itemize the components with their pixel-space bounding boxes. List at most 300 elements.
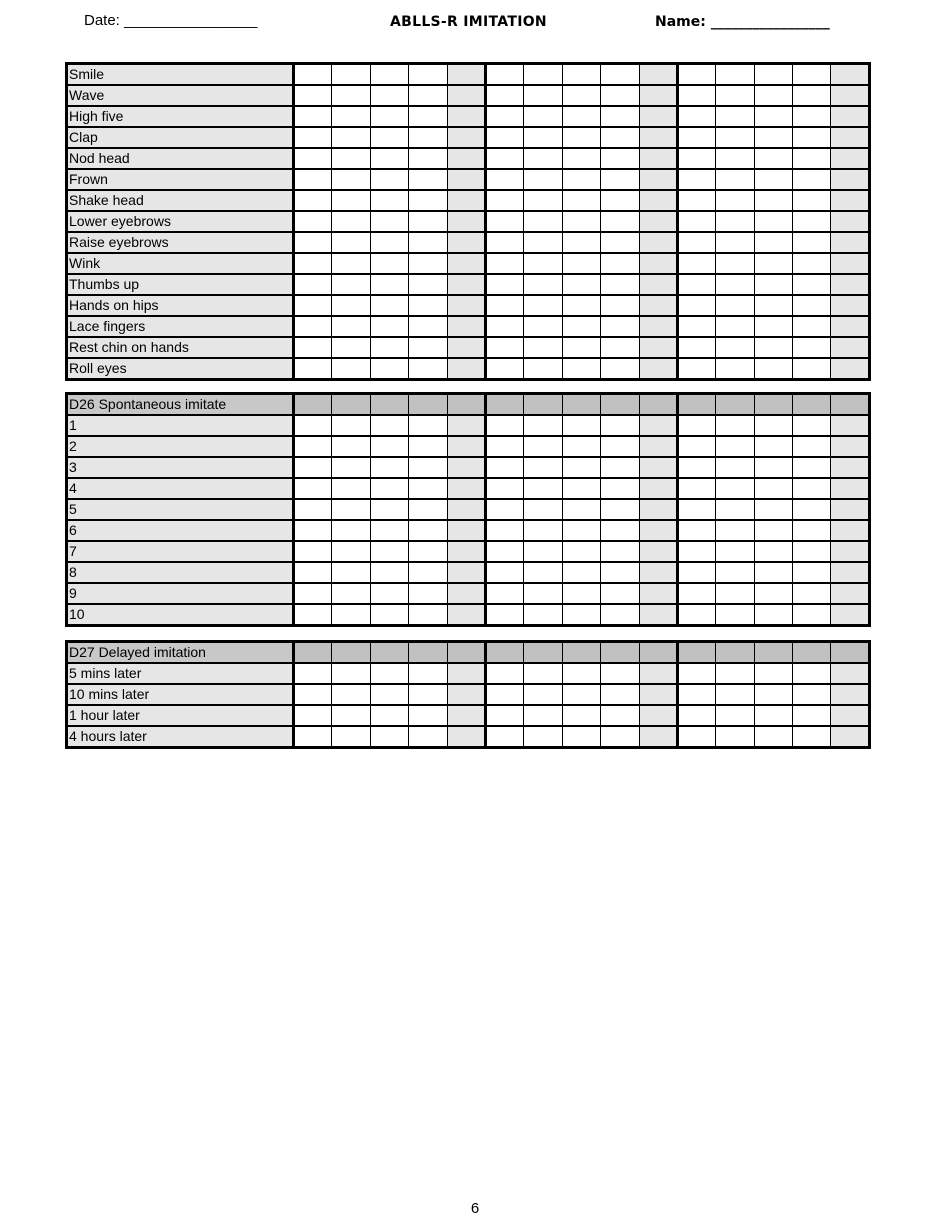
score-cell[interactable] (562, 520, 600, 541)
score-cell[interactable] (409, 583, 447, 604)
score-cell[interactable] (831, 295, 870, 316)
score-cell[interactable] (485, 684, 523, 705)
score-cell[interactable] (485, 169, 523, 190)
score-cell[interactable] (524, 436, 562, 457)
score-cell[interactable] (793, 148, 831, 169)
score-cell[interactable] (793, 499, 831, 520)
score-cell[interactable] (716, 684, 754, 705)
score-cell[interactable] (524, 684, 562, 705)
score-cell[interactable] (639, 541, 677, 562)
score-cell[interactable] (754, 705, 792, 726)
score-cell[interactable] (639, 726, 677, 748)
score-cell[interactable] (485, 253, 523, 274)
score-cell[interactable] (485, 499, 523, 520)
score-cell[interactable] (332, 684, 370, 705)
score-cell[interactable] (409, 253, 447, 274)
score-cell[interactable] (793, 295, 831, 316)
score-cell[interactable] (601, 316, 639, 337)
score-cell[interactable] (370, 127, 408, 148)
score-cell[interactable] (601, 169, 639, 190)
score-cell[interactable] (370, 169, 408, 190)
score-cell[interactable] (294, 562, 332, 583)
score-cell[interactable] (332, 190, 370, 211)
score-cell[interactable] (332, 604, 370, 626)
score-cell[interactable] (524, 253, 562, 274)
score-cell[interactable] (447, 663, 485, 684)
score-cell[interactable] (754, 337, 792, 358)
score-cell[interactable] (332, 726, 370, 748)
score-cell[interactable] (524, 190, 562, 211)
score-cell[interactable] (409, 436, 447, 457)
score-cell[interactable] (754, 64, 792, 86)
score-cell[interactable] (677, 169, 715, 190)
score-cell[interactable] (639, 478, 677, 499)
score-cell[interactable] (677, 562, 715, 583)
score-cell[interactable] (716, 705, 754, 726)
score-cell[interactable] (370, 106, 408, 127)
score-cell[interactable] (639, 169, 677, 190)
score-cell[interactable] (447, 316, 485, 337)
score-cell[interactable] (294, 705, 332, 726)
score-cell[interactable] (485, 358, 523, 380)
score-cell[interactable] (716, 295, 754, 316)
score-cell[interactable] (294, 295, 332, 316)
score-cell[interactable] (294, 663, 332, 684)
score-cell[interactable] (677, 705, 715, 726)
score-cell[interactable] (793, 478, 831, 499)
score-cell[interactable] (332, 106, 370, 127)
score-cell[interactable] (716, 436, 754, 457)
score-cell[interactable] (524, 358, 562, 380)
score-cell[interactable] (447, 436, 485, 457)
score-cell[interactable] (754, 232, 792, 253)
score-cell[interactable] (716, 253, 754, 274)
score-cell[interactable] (716, 85, 754, 106)
score-cell[interactable] (332, 541, 370, 562)
score-cell[interactable] (754, 436, 792, 457)
score-cell[interactable] (294, 520, 332, 541)
score-cell[interactable] (754, 726, 792, 748)
score-cell[interactable] (716, 274, 754, 295)
score-cell[interactable] (793, 457, 831, 478)
score-cell[interactable] (831, 705, 870, 726)
score-cell[interactable] (601, 106, 639, 127)
score-cell[interactable] (332, 705, 370, 726)
score-cell[interactable] (677, 253, 715, 274)
score-cell[interactable] (409, 541, 447, 562)
score-cell[interactable] (793, 106, 831, 127)
score-cell[interactable] (447, 85, 485, 106)
score-cell[interactable] (485, 295, 523, 316)
score-cell[interactable] (601, 232, 639, 253)
score-cell[interactable] (793, 684, 831, 705)
score-cell[interactable] (370, 726, 408, 748)
score-cell[interactable] (370, 499, 408, 520)
score-cell[interactable] (294, 106, 332, 127)
score-cell[interactable] (370, 415, 408, 436)
score-cell[interactable] (294, 85, 332, 106)
score-cell[interactable] (332, 457, 370, 478)
score-cell[interactable] (524, 106, 562, 127)
score-cell[interactable] (409, 316, 447, 337)
score-cell[interactable] (754, 499, 792, 520)
score-cell[interactable] (562, 295, 600, 316)
score-cell[interactable] (601, 415, 639, 436)
score-cell[interactable] (332, 232, 370, 253)
score-cell[interactable] (409, 478, 447, 499)
score-cell[interactable] (601, 457, 639, 478)
score-cell[interactable] (793, 358, 831, 380)
score-cell[interactable] (677, 541, 715, 562)
score-cell[interactable] (370, 148, 408, 169)
score-cell[interactable] (754, 169, 792, 190)
score-cell[interactable] (601, 253, 639, 274)
score-cell[interactable] (294, 684, 332, 705)
score-cell[interactable] (562, 169, 600, 190)
score-cell[interactable] (447, 64, 485, 86)
score-cell[interactable] (409, 358, 447, 380)
score-cell[interactable] (294, 337, 332, 358)
score-cell[interactable] (716, 127, 754, 148)
score-cell[interactable] (754, 541, 792, 562)
score-cell[interactable] (639, 684, 677, 705)
score-cell[interactable] (562, 190, 600, 211)
score-cell[interactable] (831, 499, 870, 520)
score-cell[interactable] (294, 415, 332, 436)
score-cell[interactable] (370, 684, 408, 705)
score-cell[interactable] (370, 663, 408, 684)
score-cell[interactable] (601, 520, 639, 541)
score-cell[interactable] (524, 663, 562, 684)
score-cell[interactable] (639, 337, 677, 358)
score-cell[interactable] (332, 663, 370, 684)
score-cell[interactable] (524, 520, 562, 541)
score-cell[interactable] (409, 684, 447, 705)
score-cell[interactable] (716, 169, 754, 190)
score-cell[interactable] (370, 583, 408, 604)
score-cell[interactable] (485, 562, 523, 583)
score-cell[interactable] (831, 274, 870, 295)
score-cell[interactable] (524, 64, 562, 86)
score-cell[interactable] (831, 478, 870, 499)
score-cell[interactable] (409, 520, 447, 541)
score-cell[interactable] (639, 316, 677, 337)
score-cell[interactable] (370, 232, 408, 253)
score-cell[interactable] (294, 211, 332, 232)
score-cell[interactable] (639, 520, 677, 541)
score-cell[interactable] (601, 499, 639, 520)
score-cell[interactable] (639, 499, 677, 520)
score-cell[interactable] (639, 127, 677, 148)
score-cell[interactable] (831, 562, 870, 583)
score-cell[interactable] (332, 295, 370, 316)
score-cell[interactable] (831, 684, 870, 705)
score-cell[interactable] (716, 520, 754, 541)
score-cell[interactable] (677, 337, 715, 358)
score-cell[interactable] (639, 148, 677, 169)
score-cell[interactable] (524, 583, 562, 604)
score-cell[interactable] (409, 85, 447, 106)
score-cell[interactable] (793, 232, 831, 253)
score-cell[interactable] (447, 684, 485, 705)
score-cell[interactable] (601, 705, 639, 726)
score-cell[interactable] (716, 663, 754, 684)
score-cell[interactable] (677, 106, 715, 127)
score-cell[interactable] (370, 274, 408, 295)
score-cell[interactable] (562, 663, 600, 684)
score-cell[interactable] (562, 274, 600, 295)
score-cell[interactable] (447, 106, 485, 127)
score-cell[interactable] (677, 232, 715, 253)
score-cell[interactable] (332, 85, 370, 106)
score-cell[interactable] (409, 106, 447, 127)
score-cell[interactable] (831, 415, 870, 436)
score-cell[interactable] (601, 337, 639, 358)
score-cell[interactable] (562, 148, 600, 169)
score-cell[interactable] (562, 106, 600, 127)
score-cell[interactable] (409, 274, 447, 295)
score-cell[interactable] (601, 604, 639, 626)
score-cell[interactable] (601, 663, 639, 684)
score-cell[interactable] (485, 541, 523, 562)
score-cell[interactable] (524, 232, 562, 253)
score-cell[interactable] (485, 127, 523, 148)
score-cell[interactable] (332, 583, 370, 604)
score-cell[interactable] (831, 541, 870, 562)
score-cell[interactable] (524, 478, 562, 499)
score-cell[interactable] (447, 562, 485, 583)
score-cell[interactable] (677, 604, 715, 626)
score-cell[interactable] (677, 457, 715, 478)
score-cell[interactable] (601, 295, 639, 316)
score-cell[interactable] (754, 457, 792, 478)
score-cell[interactable] (562, 604, 600, 626)
score-cell[interactable] (562, 541, 600, 562)
score-cell[interactable] (294, 148, 332, 169)
score-cell[interactable] (524, 415, 562, 436)
score-cell[interactable] (409, 415, 447, 436)
score-cell[interactable] (639, 211, 677, 232)
score-cell[interactable] (793, 663, 831, 684)
score-cell[interactable] (409, 148, 447, 169)
score-cell[interactable] (409, 190, 447, 211)
score-cell[interactable] (831, 358, 870, 380)
score-cell[interactable] (716, 457, 754, 478)
score-cell[interactable] (562, 726, 600, 748)
score-cell[interactable] (677, 726, 715, 748)
score-cell[interactable] (447, 457, 485, 478)
score-cell[interactable] (524, 295, 562, 316)
score-cell[interactable] (639, 415, 677, 436)
score-cell[interactable] (793, 583, 831, 604)
score-cell[interactable] (562, 436, 600, 457)
score-cell[interactable] (370, 85, 408, 106)
score-cell[interactable] (831, 316, 870, 337)
score-cell[interactable] (754, 106, 792, 127)
score-cell[interactable] (370, 478, 408, 499)
score-cell[interactable] (601, 541, 639, 562)
score-cell[interactable] (485, 337, 523, 358)
score-cell[interactable] (332, 436, 370, 457)
score-cell[interactable] (485, 106, 523, 127)
score-cell[interactable] (793, 64, 831, 86)
score-cell[interactable] (409, 232, 447, 253)
score-cell[interactable] (754, 253, 792, 274)
score-cell[interactable] (332, 358, 370, 380)
score-cell[interactable] (562, 64, 600, 86)
score-cell[interactable] (332, 64, 370, 86)
score-cell[interactable] (601, 583, 639, 604)
score-cell[interactable] (754, 415, 792, 436)
score-cell[interactable] (447, 148, 485, 169)
score-cell[interactable] (639, 232, 677, 253)
score-cell[interactable] (639, 583, 677, 604)
score-cell[interactable] (294, 127, 332, 148)
score-cell[interactable] (716, 337, 754, 358)
score-cell[interactable] (485, 232, 523, 253)
score-cell[interactable] (562, 478, 600, 499)
score-cell[interactable] (370, 295, 408, 316)
score-cell[interactable] (447, 583, 485, 604)
score-cell[interactable] (447, 604, 485, 626)
score-cell[interactable] (562, 705, 600, 726)
score-cell[interactable] (754, 684, 792, 705)
score-cell[interactable] (485, 726, 523, 748)
score-cell[interactable] (524, 604, 562, 626)
score-cell[interactable] (754, 274, 792, 295)
score-cell[interactable] (524, 337, 562, 358)
score-cell[interactable] (332, 148, 370, 169)
score-cell[interactable] (447, 705, 485, 726)
score-cell[interactable] (831, 127, 870, 148)
score-cell[interactable] (562, 127, 600, 148)
score-cell[interactable] (831, 604, 870, 626)
score-cell[interactable] (447, 337, 485, 358)
score-cell[interactable] (716, 316, 754, 337)
score-cell[interactable] (485, 64, 523, 86)
score-cell[interactable] (639, 457, 677, 478)
score-cell[interactable] (409, 64, 447, 86)
score-cell[interactable] (639, 436, 677, 457)
score-cell[interactable] (447, 358, 485, 380)
score-cell[interactable] (447, 274, 485, 295)
score-cell[interactable] (447, 253, 485, 274)
score-cell[interactable] (370, 358, 408, 380)
score-cell[interactable] (831, 148, 870, 169)
score-cell[interactable] (332, 253, 370, 274)
score-cell[interactable] (485, 316, 523, 337)
score-cell[interactable] (793, 316, 831, 337)
score-cell[interactable] (524, 211, 562, 232)
score-cell[interactable] (562, 562, 600, 583)
score-cell[interactable] (485, 705, 523, 726)
score-cell[interactable] (370, 562, 408, 583)
score-cell[interactable] (716, 358, 754, 380)
score-cell[interactable] (294, 604, 332, 626)
score-cell[interactable] (639, 274, 677, 295)
score-cell[interactable] (677, 295, 715, 316)
score-cell[interactable] (677, 316, 715, 337)
score-cell[interactable] (294, 541, 332, 562)
score-cell[interactable] (524, 316, 562, 337)
score-cell[interactable] (831, 436, 870, 457)
score-cell[interactable] (754, 604, 792, 626)
score-cell[interactable] (524, 499, 562, 520)
score-cell[interactable] (831, 726, 870, 748)
score-cell[interactable] (716, 478, 754, 499)
score-cell[interactable] (639, 358, 677, 380)
score-cell[interactable] (716, 541, 754, 562)
score-cell[interactable] (447, 415, 485, 436)
score-cell[interactable] (754, 583, 792, 604)
score-cell[interactable] (677, 520, 715, 541)
score-cell[interactable] (447, 211, 485, 232)
score-cell[interactable] (409, 295, 447, 316)
score-cell[interactable] (294, 478, 332, 499)
score-cell[interactable] (524, 457, 562, 478)
score-cell[interactable] (485, 148, 523, 169)
score-cell[interactable] (677, 127, 715, 148)
score-cell[interactable] (601, 684, 639, 705)
score-cell[interactable] (332, 520, 370, 541)
score-cell[interactable] (370, 705, 408, 726)
score-cell[interactable] (639, 663, 677, 684)
score-cell[interactable] (294, 726, 332, 748)
score-cell[interactable] (370, 253, 408, 274)
score-cell[interactable] (793, 274, 831, 295)
score-cell[interactable] (793, 169, 831, 190)
score-cell[interactable] (716, 211, 754, 232)
score-cell[interactable] (370, 541, 408, 562)
score-cell[interactable] (601, 436, 639, 457)
score-cell[interactable] (601, 190, 639, 211)
score-cell[interactable] (294, 274, 332, 295)
score-cell[interactable] (332, 316, 370, 337)
score-cell[interactable] (793, 726, 831, 748)
score-cell[interactable] (409, 663, 447, 684)
score-cell[interactable] (332, 127, 370, 148)
score-cell[interactable] (677, 358, 715, 380)
score-cell[interactable] (601, 358, 639, 380)
score-cell[interactable] (831, 169, 870, 190)
score-cell[interactable] (754, 148, 792, 169)
score-cell[interactable] (639, 106, 677, 127)
score-cell[interactable] (677, 499, 715, 520)
score-cell[interactable] (677, 583, 715, 604)
score-cell[interactable] (409, 457, 447, 478)
score-cell[interactable] (294, 358, 332, 380)
score-cell[interactable] (831, 232, 870, 253)
score-cell[interactable] (677, 85, 715, 106)
score-cell[interactable] (639, 604, 677, 626)
score-cell[interactable] (562, 337, 600, 358)
score-cell[interactable] (447, 478, 485, 499)
score-cell[interactable] (793, 85, 831, 106)
score-cell[interactable] (601, 274, 639, 295)
score-cell[interactable] (524, 274, 562, 295)
score-cell[interactable] (409, 169, 447, 190)
score-cell[interactable] (447, 232, 485, 253)
score-cell[interactable] (831, 520, 870, 541)
score-cell[interactable] (485, 604, 523, 626)
score-cell[interactable] (332, 337, 370, 358)
score-cell[interactable] (677, 190, 715, 211)
score-cell[interactable] (754, 190, 792, 211)
score-cell[interactable] (332, 562, 370, 583)
score-cell[interactable] (716, 64, 754, 86)
score-cell[interactable] (332, 499, 370, 520)
score-cell[interactable] (332, 478, 370, 499)
